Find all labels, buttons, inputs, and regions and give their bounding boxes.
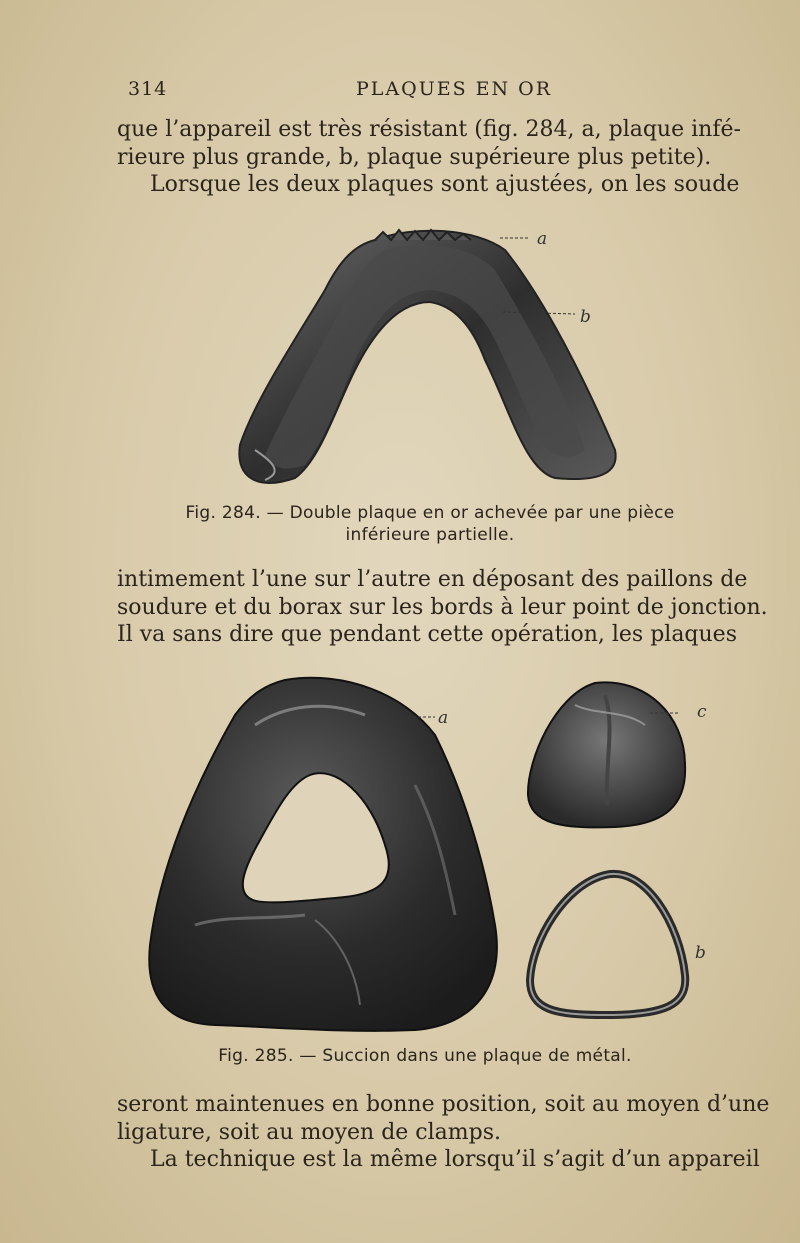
running-title: PLAQUES EN OR [356,78,553,100]
paragraph-3 [117,1091,770,1174]
figure-284-caption-line-2: inférieure partielle. [345,525,515,545]
figure-284-label-b: b [580,307,591,327]
paragraph-3-line-2: ligature, soit au moyen de clamps. [117,1119,502,1145]
figure-285-label-a: a [438,708,449,728]
paragraph-2 [117,566,768,649]
paragraph-1-line-3: Lorsque les deux plaques sont ajustées, on les soude [150,172,740,197]
page-header [128,78,728,106]
figure-284-caption [120,502,740,546]
figure-285-label-b: b [695,943,706,963]
figure-284-label-a: a [537,229,548,249]
paragraph-1 [117,116,741,199]
paragraph-2-line-3: Il va sans dire que pendant cette opération, les plaques [117,622,737,647]
page-number: 314 [128,78,168,100]
paragraph-2-line-1: intimement l’une sur l’autre en déposant des paillons de [117,567,748,592]
paragraph-1-line-2: rieure plus grande, b, plaque supérieure plus petite). [117,144,712,170]
paragraph-1-line-1: que l’appareil est très résistant (fig. 284, a, plaque infé- [117,117,741,142]
figure-284-caption-line-1: Fig. 284. — Double plaque en or achevée par une pièce [185,503,675,523]
figure-285-illustration [135,665,715,1040]
paragraph-3-line-3: La technique est la même lorsqu’il s’agit d’un appareil [150,1147,760,1172]
paragraph-2-line-2: soudure et du borax sur les bords à leur point de jonction. [117,594,768,620]
figure-284-illustration [225,210,625,495]
paragraph-3-line-1: seront maintenues en bonne position, soit au moyen d’une [117,1092,770,1117]
figure-285-label-c: c [697,702,707,722]
figure-285-caption: Fig. 285. — Succion dans une plaque de métal. [218,1046,632,1066]
